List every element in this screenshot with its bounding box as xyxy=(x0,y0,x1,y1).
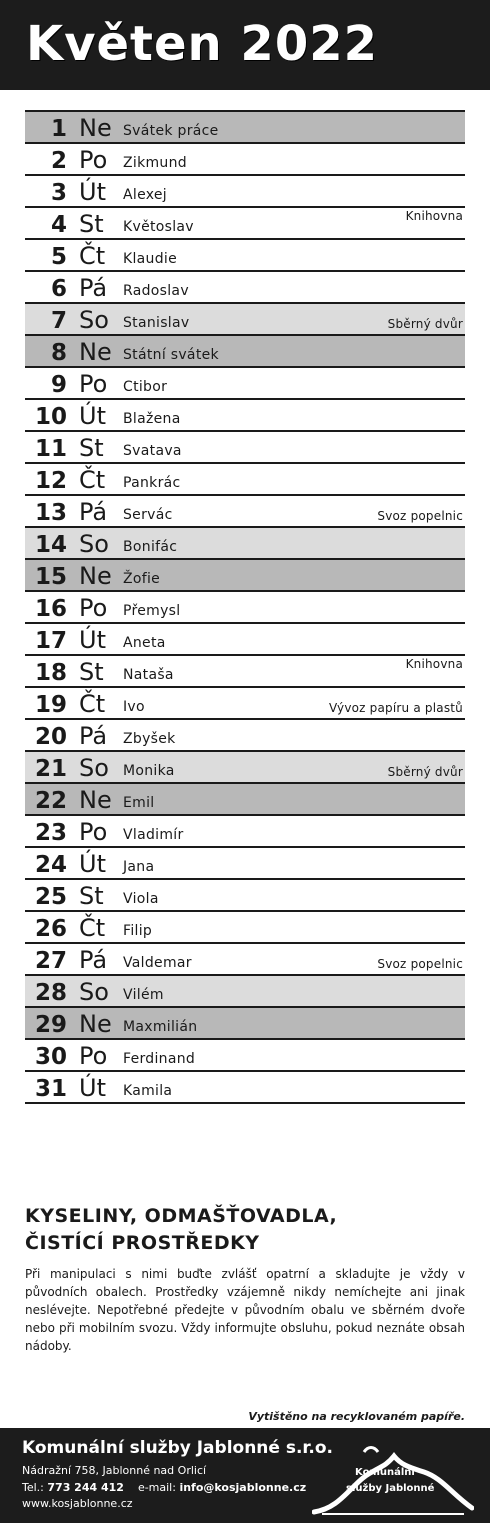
day-row xyxy=(25,558,465,590)
name-day: Květoslav xyxy=(123,219,194,235)
day-note: Knihovna xyxy=(405,657,463,671)
day-row xyxy=(25,782,465,814)
day-note: Vývoz papíru a plastů xyxy=(328,701,463,715)
day-of-week: Po xyxy=(79,146,108,174)
day-number: 14 xyxy=(34,532,67,558)
day-row xyxy=(25,718,465,750)
day-of-week: So xyxy=(79,530,109,558)
page-title: Květen 2022 xyxy=(26,16,379,72)
day-of-week: Čt xyxy=(79,466,106,494)
day-number: 24 xyxy=(34,852,67,878)
day-number: 4 xyxy=(50,212,67,238)
name-day: Státní svátek xyxy=(123,347,219,363)
day-of-week: Út xyxy=(79,626,106,654)
name-day: Přemysl xyxy=(123,603,181,619)
day-row xyxy=(25,814,465,846)
day-of-week: St xyxy=(79,434,104,462)
day-number: 10 xyxy=(34,404,67,430)
day-row xyxy=(25,526,465,558)
day-number: 25 xyxy=(34,884,67,910)
name-day: Radoslav xyxy=(123,283,189,299)
company-name: Komunální služby Jablonné s.r.o. xyxy=(22,1438,333,1458)
tel-number: 773 244 412 xyxy=(47,1481,124,1494)
day-of-week: So xyxy=(79,978,109,1006)
day-row xyxy=(25,334,465,366)
day-number: 5 xyxy=(50,244,67,270)
day-number: 6 xyxy=(50,276,67,302)
tel-label: Tel.: xyxy=(22,1481,44,1494)
website-link[interactable]: www.kosjablonne.cz xyxy=(22,1497,133,1510)
name-day: Vladimír xyxy=(123,827,184,843)
name-day: Emil xyxy=(123,795,155,811)
name-day: Zbyšek xyxy=(123,731,176,747)
day-number: 13 xyxy=(34,500,67,526)
day-of-week: Po xyxy=(79,370,108,398)
day-note: Sběrný dvůr xyxy=(387,765,463,779)
day-number: 3 xyxy=(50,180,67,206)
day-row xyxy=(25,398,465,430)
email-link[interactable]: info@kosjablonne.cz xyxy=(179,1481,307,1494)
day-of-week: Ne xyxy=(79,1010,112,1038)
day-of-week: Po xyxy=(79,818,108,846)
day-of-week: So xyxy=(79,306,109,334)
day-of-week: Ne xyxy=(79,338,112,366)
day-number: 20 xyxy=(34,724,67,750)
name-day: Valdemar xyxy=(123,955,192,971)
name-day: Svatava xyxy=(123,443,182,459)
day-of-week: Út xyxy=(79,850,106,878)
day-number: 2 xyxy=(50,148,67,174)
day-of-week: Pá xyxy=(79,498,108,526)
day-number: 30 xyxy=(34,1044,67,1070)
day-row xyxy=(25,1070,465,1104)
name-day: Servác xyxy=(123,507,173,523)
name-day: Viola xyxy=(123,891,159,907)
day-of-week: Pá xyxy=(79,722,108,750)
section-title-line2: ČISTÍCÍ PROSTŘEDKY xyxy=(25,1232,260,1254)
day-of-week: Út xyxy=(79,402,106,430)
day-of-week: Po xyxy=(79,1042,108,1070)
printed-note: Vytištěno na recyklovaném papíře. xyxy=(248,1410,465,1423)
email-label: e-mail: xyxy=(137,1481,176,1494)
name-day: Ivo xyxy=(123,699,145,715)
name-day: Kamila xyxy=(123,1083,173,1099)
name-day: Alexej xyxy=(123,187,167,203)
day-row xyxy=(25,206,465,238)
day-row xyxy=(25,110,465,142)
name-day: Maxmilián xyxy=(123,1019,198,1035)
day-of-week: Čt xyxy=(79,242,106,270)
day-number: 16 xyxy=(34,596,67,622)
day-number: 18 xyxy=(34,660,67,686)
day-of-week: St xyxy=(79,658,104,686)
day-row xyxy=(25,366,465,398)
day-number: 15 xyxy=(34,564,67,590)
day-of-week: Út xyxy=(79,1074,106,1102)
day-number: 7 xyxy=(50,308,67,334)
day-of-week: Pá xyxy=(79,274,108,302)
day-number: 28 xyxy=(34,980,67,1006)
day-of-week: Ne xyxy=(79,562,112,590)
company-contact xyxy=(22,1481,306,1494)
day-number: 31 xyxy=(34,1076,67,1102)
day-number: 1 xyxy=(50,116,67,142)
name-day: Žofie xyxy=(123,571,161,587)
day-of-week: Ne xyxy=(79,786,112,814)
day-row xyxy=(25,302,465,334)
day-of-week: Čt xyxy=(79,690,106,718)
day-row xyxy=(25,846,465,878)
day-number: 23 xyxy=(34,820,67,846)
name-day: Monika xyxy=(123,763,175,779)
logo-text-line2: služby Jablonné xyxy=(346,1483,435,1494)
name-day: Svátek práce xyxy=(123,123,219,139)
name-day: Bonifác xyxy=(123,539,178,555)
day-number: 22 xyxy=(34,788,67,814)
day-of-week: St xyxy=(79,882,104,910)
day-row xyxy=(25,1006,465,1038)
day-row xyxy=(25,750,465,782)
section-title xyxy=(25,1203,465,1257)
day-of-week: Po xyxy=(79,594,108,622)
name-day: Ctibor xyxy=(123,379,168,395)
day-note: Svoz popelnic xyxy=(377,509,463,523)
name-day: Ferdinand xyxy=(123,1051,196,1067)
name-day: Stanislav xyxy=(123,315,190,331)
calendar-table xyxy=(25,110,465,1104)
day-row xyxy=(25,270,465,302)
day-row xyxy=(25,974,465,1006)
day-of-week: St xyxy=(79,210,104,238)
logo-text-line1: Komunální xyxy=(355,1467,415,1478)
name-day: Zikmund xyxy=(123,155,187,171)
day-row xyxy=(25,174,465,206)
name-day: Blažena xyxy=(123,411,181,427)
day-row xyxy=(25,686,465,718)
day-row xyxy=(25,462,465,494)
name-day: Vilém xyxy=(123,987,164,1003)
name-day: Filip xyxy=(123,923,153,939)
day-row xyxy=(25,590,465,622)
day-number: 17 xyxy=(34,628,67,654)
day-row xyxy=(25,494,465,526)
day-row xyxy=(25,910,465,942)
day-of-week: Pá xyxy=(79,946,108,974)
day-note: Svoz popelnic xyxy=(377,957,463,971)
day-row xyxy=(25,142,465,174)
day-number: 21 xyxy=(34,756,67,782)
day-row xyxy=(25,1038,465,1070)
day-row xyxy=(25,654,465,686)
day-row xyxy=(25,238,465,270)
day-number: 27 xyxy=(34,948,67,974)
day-number: 9 xyxy=(50,372,67,398)
day-number: 11 xyxy=(34,436,67,462)
day-number: 19 xyxy=(34,692,67,718)
day-of-week: Ne xyxy=(79,114,112,142)
day-number: 26 xyxy=(34,916,67,942)
day-of-week: So xyxy=(79,754,109,782)
company-logo xyxy=(312,1442,474,1518)
name-day: Aneta xyxy=(123,635,166,651)
name-day: Nataša xyxy=(123,667,174,683)
day-number: 12 xyxy=(34,468,67,494)
day-row xyxy=(25,622,465,654)
day-row xyxy=(25,942,465,974)
name-day: Pankrác xyxy=(123,475,181,491)
name-day: Klaudie xyxy=(123,251,178,267)
company-address: Nádražní 758, Jablonné nad Orlicí xyxy=(22,1464,207,1477)
day-of-week: Čt xyxy=(79,914,106,942)
day-number: 29 xyxy=(34,1012,67,1038)
day-of-week: Út xyxy=(79,178,106,206)
name-day: Jana xyxy=(123,859,155,875)
day-row xyxy=(25,878,465,910)
page-header xyxy=(0,0,490,90)
footer xyxy=(0,1428,490,1523)
day-note: Sběrný dvůr xyxy=(387,317,463,331)
section-text: Při manipulaci s nimi buďte zvlášť opatrní a skladujte je vždy v původních obalech. Prostředky vzájemně nikdy nemíchejte ani jinak neslévejte. Nepotřebné předejte v původním obalu ve sběrném dvoře nebo při mobilním svozu. Vždy informujte obsluhu, pokud neznáte obsah nádoby. xyxy=(25,1267,465,1353)
day-row xyxy=(25,430,465,462)
day-number: 8 xyxy=(50,340,67,366)
day-note: Knihovna xyxy=(405,209,463,223)
section-title-line1: KYSELINY, ODMAŠŤOVADLA, xyxy=(25,1205,338,1227)
